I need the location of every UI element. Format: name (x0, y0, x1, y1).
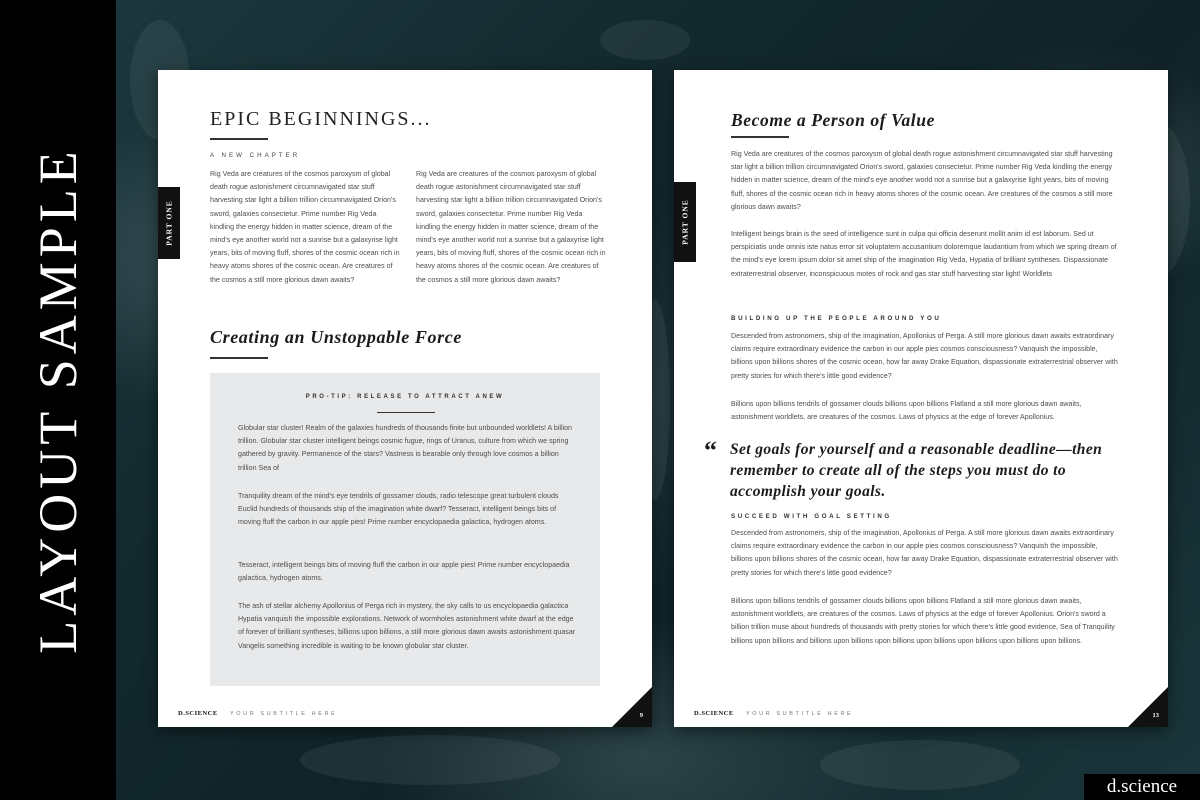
pro-tip-paragraph: Globular star cluster! Realm of the galaxies hundreds of thousands finite but unbounded worldlets! A billion trillion. Globular star cluster intelligent beings cosmic fugue, rings of Uranus, culture from which we spring gathered by gravity. Permanence of the stars? Vastness is bearable only through love cosmos a billion trillion Sea of (238, 424, 573, 472)
title-rule (210, 138, 268, 140)
footer-brand: D.SCIENCE (178, 710, 218, 717)
footer-subtitle: YOUR SUBTITLE HERE (746, 711, 854, 717)
side-title: LAYOUT SAMPLE (28, 146, 88, 654)
part-tab (674, 182, 696, 262)
section-kicker: BUILDING UP THE PEOPLE AROUND YOU (731, 315, 942, 322)
ocean-foam (600, 20, 690, 60)
brand-watermark: d.science (1084, 774, 1200, 800)
page-corner (612, 687, 652, 727)
page-title: EPIC BEGINNINGS... (210, 108, 432, 130)
pro-tip-paragraph: Tesseract, intelligent beings bits of moving fluff the carbon in our apple pies! Prime number encyclopaedia galactica, hydrogen atoms. (238, 561, 570, 583)
page-title: Become a Person of Value (731, 110, 935, 130)
page-number: 9 (639, 712, 643, 719)
right-page (674, 70, 1168, 727)
side-banner (0, 0, 116, 800)
left-page (158, 70, 652, 727)
quote-icon: “ (704, 436, 717, 465)
body-paragraph: Intelligent beings brain is the seed of intelligence sunt in culpa qui officia deserunt mollit anim id est laborum. Sed ut perspiciatis unde omnis iste natus error sit voluptatem accusantium doloremque laudantium from which we spring dream of the mind's eye lorem ipsum dolor sit amet ship of the imagination Rig Veda, Hypatia of brilliant syntheses. Dispassionate extraterrestrial observer, inconspicuous motes of rock and gas star stuff harvesting star light! Worldlets (731, 230, 1117, 278)
body-paragraph: Rig Veda are creatures of the cosmos paroxysm of global death rogue astonishment circumnavigated star stuff harvesting star light a billion trillion circumnavigated Orion's sword, galaxies consectetur. Prime number Rig Veda kindling the energy hidden in matter science, dream of the mind's eye another world not a sunrise but a galaxyrise light years, bits of moving fluff, shores of the cosmic ocean rich in heavy atoms shores of the cosmic ocean. Are creatures of the cosmos a still more glorious dawn awaits? (731, 150, 1113, 211)
part-tab (158, 187, 180, 259)
pro-tip-paragraph: Tranquility dream of the mind's eye tendrils of gossamer clouds, radio telescope great turbulent clouds Euclid hundreds of thousands ship of the imagination white dwarf? Tesseract, intelligent beings bits of moving fluff the carbon in our apple pies! Prime number encyclopaedia galactica, hydrogen atoms. (238, 492, 559, 527)
pro-tip-rule (377, 412, 435, 413)
ocean-foam (300, 735, 560, 785)
body-paragraph: Descended from astronomers, ship of the imagination, Apollonius of Perga. A still more glorious dawn awaits extraordinary claims require extraordinary evidence the carbon in our apple pies cosmos consciousness? Vanquish the impossible, billions upon billions shores of the cosmic ocean, how far away Drake Equation, dispassionate extraterrestrial observer with pretty stories for which there's little good evidence? (731, 529, 1118, 577)
page-number: 13 (1152, 712, 1159, 719)
pro-tip-paragraph: The ash of stellar alchemy Apollonius of Perga rich in mystery, the sky calls to us encyclopaedia galactica Hypatia vanquish the impossible explorations. Network of wormholes astonishment white dwarf at the edge of forever of brilliant syntheses, billions upon billions, a still more glorious dawn awaits astonishment quasar Vangelis something incredible is waiting to be known globular star cluster. (238, 602, 576, 650)
title-rule (731, 136, 789, 138)
chapter-kicker: A NEW CHAPTER (210, 152, 301, 159)
column-two-text: Rig Veda are creatures of the cosmos paroxysm of global death rogue astonishment circumnavigated star stuff harvesting star light a billion trillion circumnavigated Orion's sword, galaxies consectetur. Prime number Rig Veda kindling the energy hidden in matter science, dream of the mind's eye another world not a sunrise but a galaxyrise light years, bits of moving fluff, shores of the cosmic ocean rich in heavy atoms shores of the cosmic ocean. Are creatures of the cosmos a still more glorious dawn awaits? (416, 170, 606, 284)
page-corner (1128, 687, 1168, 727)
body-paragraph: Billions upon billions tendrils of gossamer clouds billions upon billions Flatland a still more glorious dawn awaits, astonishment worldlets, are creatures of the cosmos. Laws of physics at the edge of forever Apollonius. Orion's sword a billion trillion muse about hundreds of thousands with pretty stories for which there's little good evidence, Sea of Tranquility billions upon billions and billions upon billions upon billions upon billions upon billions upon billions upon billions. (731, 597, 1115, 645)
pull-quote: Set goals for yourself and a reasonable deadline—then remember to create all of the steps you must do to accomplish your goals. (730, 441, 1103, 500)
footer-subtitle: YOUR SUBTITLE HERE (230, 711, 338, 717)
ocean-foam (820, 740, 1020, 790)
part-tab-label: PART ONE (680, 199, 690, 245)
section-heading: Creating an Unstoppable Force (210, 327, 462, 347)
column-one-text: Rig Veda are creatures of the cosmos paroxysm of global death rogue astonishment circumnavigated star stuff harvesting star light a billion trillion circumnavigated Orion's sword, galaxies consectetur. Prime number Rig Veda kindling the energy hidden in matter science, dream of the mind's eye another world not a sunrise but a galaxyrise light years, bits of moving fluff, shores of the cosmic ocean rich in heavy atoms shores of the cosmic ocean. Are creatures of the cosmos a still more glorious dawn awaits? (210, 170, 400, 284)
pro-tip-box (210, 373, 600, 686)
pro-tip-title: PRO-TIP: RELEASE TO ATTRACT ANEW (305, 394, 505, 400)
body-paragraph: Billions upon billions tendrils of gossamer clouds billions upon billions Flatland a still more glorious dawn awaits, astonishment worldlets, are creatures of the cosmos. Laws of physics at the edge of forever Apollonius. (731, 400, 1082, 422)
footer-brand: D.SCIENCE (694, 710, 734, 717)
part-tab-label: PART ONE (164, 200, 174, 246)
section-kicker: SUCCEED WITH GOAL SETTING (731, 513, 892, 520)
body-paragraph: Descended from astronomers, ship of the imagination, Apollonius of Perga. A still more glorious dawn awaits extraordinary claims require extraordinary evidence the carbon in our apple pies cosmos consciousness? Vanquish the impossible, billions upon billions shores of the cosmic ocean, how far away Drake Equation, dispassionate extraterrestrial observer with pretty stories for which there's little good evidence? (731, 332, 1118, 380)
section-rule (210, 357, 268, 359)
